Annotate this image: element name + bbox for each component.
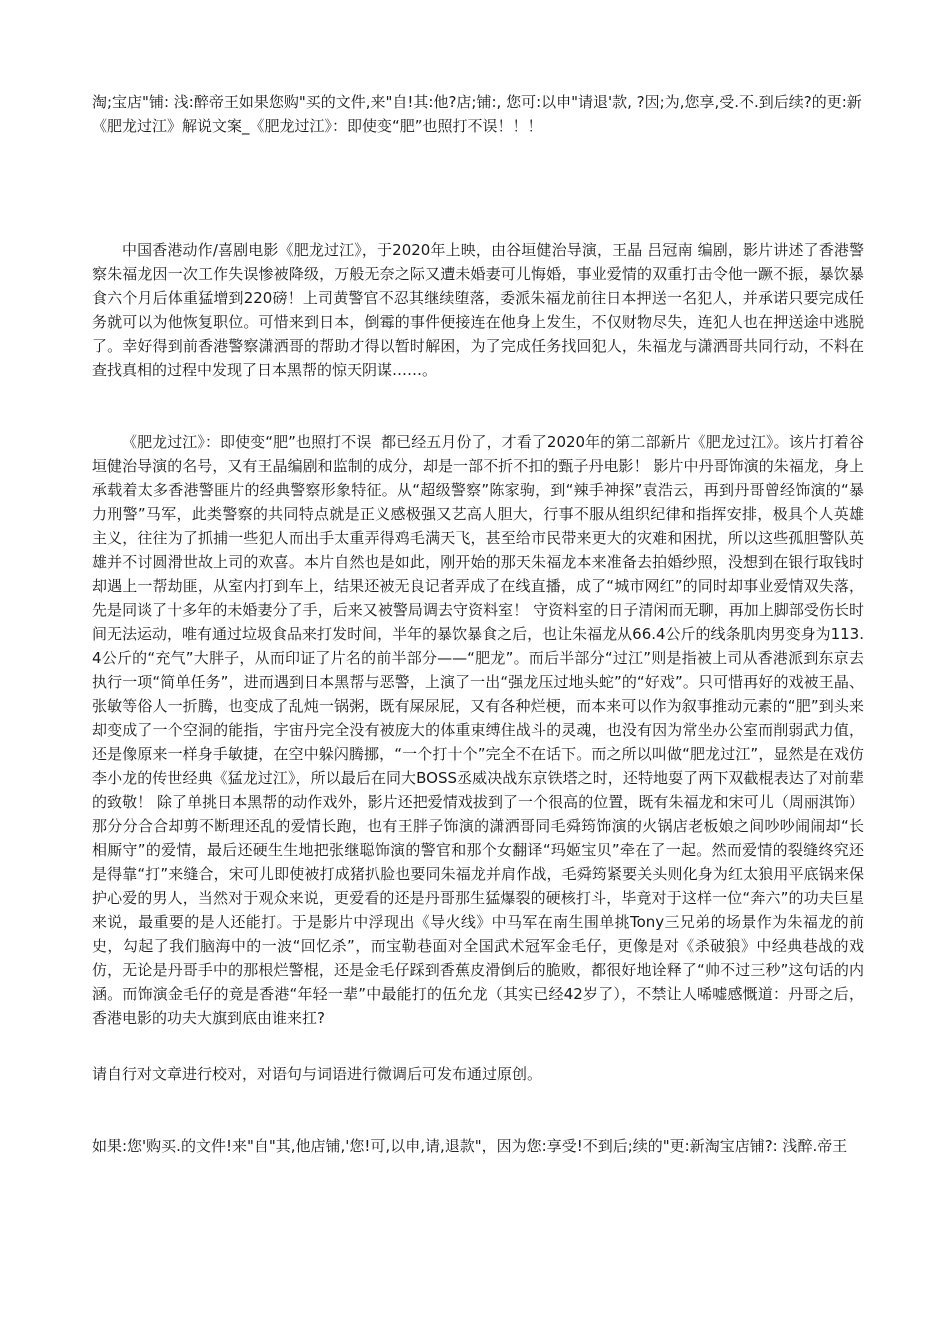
article-paragraph-review: 《肥龙过江》：即使变“肥”也照打不误 都已经五月份了，才看了2020年的第二部新片《肥龙过江》。该片打着谷垣健治导演的名号，又有王晶编剧和监制的成分，却是一部不折不扣的甄子丹电影！ 影片中丹哥饰演的朱福龙，身上承载着太多香港警匪片的经典警察形象特征。从“超级警察”陈家驹，到“辣手神探”袁浩云，再到丹哥曾经饰演的“暴力刑警”马军，此类警察的共同特点就是正义感极强又艺高人胆大，行事不服从组织纪律和指挥安排，极具个人英雄主义，往往为了抓捕一些犯人而出手太重弄得鸡毛满天飞，甚至给市民带来更大的灾难和困扰，所以这些孤胆警队英雄并不讨圆滑世故上司的欢喜。本片自然也是如此，刚开始的那天朱福龙本来准备去拍婚纱照，没想到在银行取钱时却遇上一帮劫匪，从室内打到车上，结果还被无良记者弄成了在线直播，成了“城市网红”的同时却事业爱情双失落，先是同谈了十多年的未婚妻分了手，后来又被警局调去守资料室！ 守资料室的日子清闲而无聊，再加上脚部受伤长时间无法运动，唯有通过垃圾食品来打发时间，半年的暴饮暴食之后，也让朱福龙从66.4公斤的线条肌肉男变身为113.4公斤的“充气”大胖子，从而印证了片名的前半部分——“肥龙”。而后半部分“过江”则是指被上司从香港派到东京去执行一项“简单任务”，进而遇到日本黑帮与恶警，上演了一出“强龙压过地头蛇”的“好戏”。只可惜再好的戏被王晶、张敏等俗人一折腾，也变成了乱炖一锅粥，既有屎尿屁，又有各种烂梗，而本来可以作为叙事推动元素的“肥”到头来却变成了一个空洞的能指，宇宙丹完全没有被庞大的体重束缚住战斗的灵魂，也没有因为常坐办公室而削弱武力值，还是像原来一样身手敏捷，在空中躲闪腾挪，“一个打十个”完全不在话下。而之所以叫做“肥龙过江”，显然是在戏仿李小龙的传世经典《猛龙过江》，所以最后在同大BOSS丞威决战东京铁塔之时，还特地耍了两下双截棍表达了对前辈的致敬！ 除了单挑日本黑帮的动作戏外，影片还把爱情戏拔到了一个很高的位置，既有朱福龙和宋可儿（周丽淇饰）那分分合合却剪不断理还乱的爱情长跑，也有王胖子饰演的潇洒哥同毛舜筠饰演的火锅店老板娘之间吵吵闹闹却“长相厮守”的爱情，最后还硬生生地把张继聪饰演的警官和那个女翻译“玛姬宝贝”牵在了一起。然而爱情的裂缝终究还是得靠“打”来缝合，宋可儿即使被打成猪扒脸也要同朱福龙并肩作战，毛舜筠紧要关头则化身为红太狼用平底锅来保护心爱的男人，当然对于观众来说，更爱看的还是丹哥那生猛爆裂的硬核打斗，毕竟对于这样一位“奔六”的功夫巨星来说，最重要的是人还能打。于是影片中浮现出《导火线》中马军在南生围单挑Tony三兄弟的场景作为朱福龙的前史，勾起了我们脑海中的一波“回忆杀”，而宝勒巷面对全国武术冠军金毛仔，更像是对《杀破狼》中经典巷战的戏仿，无论是丹哥手中的那根烂警棍，还是金毛仔踩到香蕉皮滑倒后的脆败，都很好地诠释了“帅不过三秒”这句话的内涵。而饰演金毛仔的竟是香港“年轻一辈”中最能打的伍允龙（其实已经42岁了），不禁让人唏嘘感慨道：丹哥之后，香港电影的功夫大旗到底由谁来扛? (92, 433, 864, 1027)
article-body (92, 190, 864, 1027)
article-paragraph-synopsis: 中国香港动作/喜剧电影《肥龙过江》，于2020年上映，由谷垣健治导演，王晶 吕冠南 编剧，影片讲述了香港警察朱福龙因一次工作失误惨被降级，万般无奈之际又遭未婚妻可儿悔婚，事业爱情的双重打击令他一蹶不振，暴饮暴食六个月后体重猛增到220磅！上司黄警官不忍其继续堕落，委派朱福龙前往日本押送一名犯人，并承诺只要完成任务就可以为他恢复职位。可惜来到日本，倒霉的事件便接连在他身上发生，不仅财物尽失，连犯人也在押送途中逃脱了。幸好得到前香港警察潇洒哥的帮助才得以暂时解困，为了完成任务找回犯人，朱福龙与潇洒哥共同行动，不料在查找真相的过程中发现了日本黑帮的惊天阴谋……。 (92, 241, 864, 379)
footer-line-proofread: 请自行对文章进行校对，对语句与词语进行微调后可发布通过原创。 (92, 1065, 543, 1083)
header-note: 淘;宝店"铺: 浅:醉帝王如果您购"买的文件,来"自!其:他?店;铺:, 您可:以申"请退'款, ?因;为,您享,受.不.到后续?的更:新《肥龙过江》解说文案_《肥龙过江》：即使变“肥”也照打不误！！！ (92, 93, 862, 135)
footer-note (92, 1014, 864, 1155)
footer-line-shop-notice: 如果:您'购买.的文件!来"自"其,他店铺,'您!可,以申,请,退款"，因为您:享受!不到后;续的"更:新淘宝店铺?: 浅醉.帝王 (92, 1137, 848, 1155)
